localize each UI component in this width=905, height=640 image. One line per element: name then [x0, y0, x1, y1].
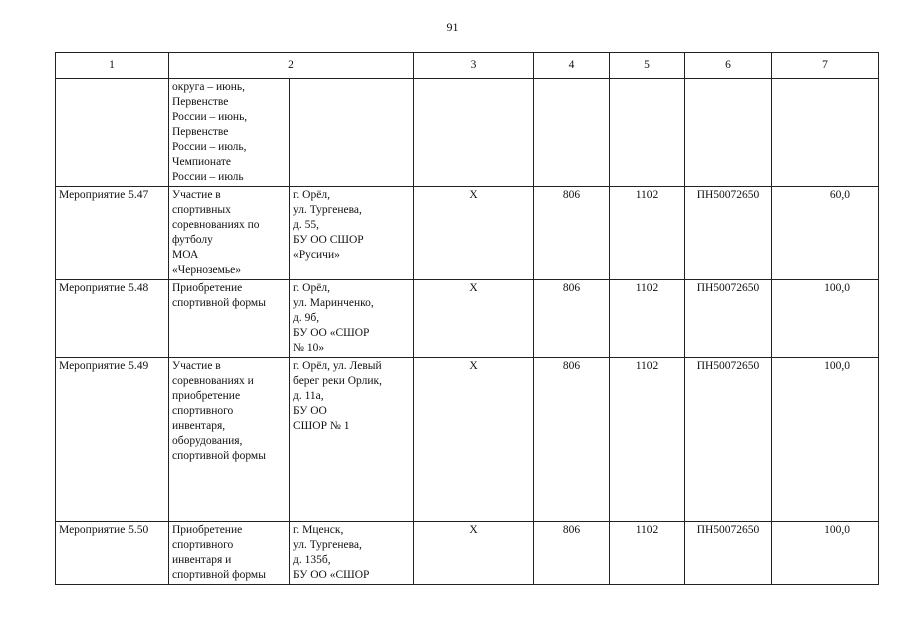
col7-cell: 100,0 — [772, 280, 879, 358]
col4-cell: 806 — [534, 187, 610, 280]
header-cell: 1 — [56, 53, 169, 79]
header-cell: 3 — [414, 53, 534, 79]
col5-cell — [610, 79, 685, 187]
col5-cell: 1102 — [610, 522, 685, 585]
address-cell: г. Мценск, ул. Тургенева, д. 135б, БУ ОО «СШОР — [290, 522, 414, 585]
col3-cell: Х — [414, 522, 534, 585]
header-cell: 4 — [534, 53, 610, 79]
activity-cell: Мероприятие 5.48 — [56, 280, 169, 358]
table-row — [56, 280, 879, 358]
activity-cell: Мероприятие 5.49 — [56, 358, 169, 522]
page-number: 91 — [446, 20, 459, 34]
col4-cell: 806 — [534, 280, 610, 358]
header-cell: 6 — [685, 53, 772, 79]
activity-cell: Мероприятие 5.47 — [56, 187, 169, 280]
col5-cell: 1102 — [610, 358, 685, 522]
col5-cell: 1102 — [610, 187, 685, 280]
col6-cell: ПН50072650 — [685, 280, 772, 358]
description-cell: Приобретение спортивного инвентаря и спортивной формы — [169, 522, 290, 585]
col4-cell: 806 — [534, 358, 610, 522]
col6-cell: ПН50072650 — [685, 187, 772, 280]
table-row — [56, 187, 879, 280]
col7-cell — [772, 79, 879, 187]
budget-table — [55, 52, 879, 585]
table-row — [56, 358, 879, 522]
description-cell: Участие в спортивных соревнованиях по футболу МОА «Черноземье» — [169, 187, 290, 280]
description-cell: округа – июнь, Первенстве России – июнь, Первенстве России – июль, Чемпионате России – июль — [169, 79, 290, 187]
col7-cell: 60,0 — [772, 187, 879, 280]
col4-cell — [534, 79, 610, 187]
table-header-row — [56, 53, 879, 79]
table-row — [56, 522, 879, 585]
address-cell — [290, 79, 414, 187]
table-row — [56, 79, 879, 187]
col7-cell: 100,0 — [772, 522, 879, 585]
address-cell: г. Орёл, ул. Левый берег реки Орлик, д. 11а, БУ ОО СШОР № 1 — [290, 358, 414, 522]
col6-cell: ПН50072650 — [685, 522, 772, 585]
description-cell: Приобретение спортивной формы — [169, 280, 290, 358]
col4-cell: 806 — [534, 522, 610, 585]
activity-cell: Мероприятие 5.50 — [56, 522, 169, 585]
header-cell: 2 — [169, 53, 414, 79]
col3-cell: Х — [414, 358, 534, 522]
address-cell: г. Орёл, ул. Тургенева, д. 55, БУ ОО СШОР «Русичи» — [290, 187, 414, 280]
activity-cell — [56, 79, 169, 187]
header-cell: 5 — [610, 53, 685, 79]
header-cell: 7 — [772, 53, 879, 79]
col7-cell: 100,0 — [772, 358, 879, 522]
col6-cell — [685, 79, 772, 187]
col6-cell: ПН50072650 — [685, 358, 772, 522]
col5-cell: 1102 — [610, 280, 685, 358]
col3-cell: Х — [414, 187, 534, 280]
col3-cell: Х — [414, 280, 534, 358]
address-cell: г. Орёл, ул. Маринченко, д. 9б, БУ ОО «СШОР № 10» — [290, 280, 414, 358]
description-cell: Участие в соревнованиях и приобретение спортивного инвентаря, оборудования, спортивной формы — [169, 358, 290, 522]
col3-cell — [414, 79, 534, 187]
